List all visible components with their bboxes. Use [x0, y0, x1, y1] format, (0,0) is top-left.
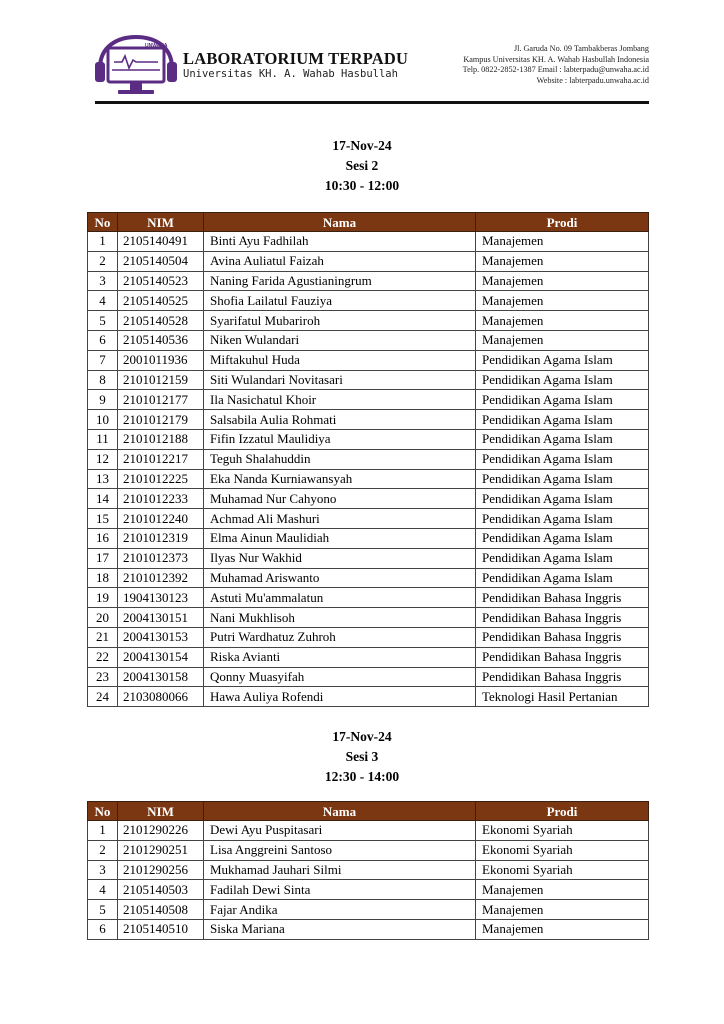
cell-prodi: Manajemen — [476, 880, 649, 900]
col-header-nim: NIM — [118, 802, 204, 821]
session-time: 12:30 - 14:00 — [324, 769, 400, 784]
cell-prodi: Manajemen — [476, 271, 649, 291]
cell-prodi: Pendidikan Agama Islam — [476, 390, 649, 410]
cell-no: 2 — [88, 251, 118, 271]
cell-no: 2 — [88, 840, 118, 860]
cell-prodi: Pendidikan Agama Islam — [476, 548, 649, 568]
table-row — [88, 251, 649, 271]
lab-title: LABORATORIUM TERPADU — [183, 49, 409, 68]
header-rule — [95, 101, 649, 104]
cell-no: 15 — [88, 509, 118, 529]
cell-no: 4 — [88, 880, 118, 900]
cell-no: 6 — [88, 330, 118, 350]
cell-nim: 2105140510 — [118, 919, 204, 939]
cell-nama: Muhamad Ariswanto — [204, 568, 476, 588]
table-row — [88, 860, 649, 880]
cell-no: 14 — [88, 489, 118, 509]
cell-nim: 2101012217 — [118, 449, 204, 469]
session-2-heading — [0, 136, 724, 196]
table-row — [88, 627, 649, 647]
cell-nama: Achmad Ali Mashuri — [204, 509, 476, 529]
cell-nim: 2101012159 — [118, 370, 204, 390]
table-row — [88, 509, 649, 529]
cell-no: 22 — [88, 647, 118, 667]
table-header-row — [88, 802, 649, 821]
cell-nama: Muhamad Nur Cahyono — [204, 489, 476, 509]
table-row — [88, 350, 649, 370]
cell-prodi: Pendidikan Agama Islam — [476, 568, 649, 588]
cell-nama: Fadilah Dewi Sinta — [204, 880, 476, 900]
table-row — [88, 548, 649, 568]
table-row — [88, 880, 649, 900]
cell-nama: Fifin Izzatul Maulidiya — [204, 429, 476, 449]
cell-prodi: Pendidikan Agama Islam — [476, 449, 649, 469]
cell-nim: 2004130154 — [118, 647, 204, 667]
table-row — [88, 840, 649, 860]
cell-no: 18 — [88, 568, 118, 588]
cell-nim: 2105140523 — [118, 271, 204, 291]
table-row — [88, 919, 649, 939]
cell-nama: Shofia Lailatul Fauziya — [204, 291, 476, 311]
table-row — [88, 271, 649, 291]
table-row — [88, 232, 649, 252]
cell-prodi: Pendidikan Bahasa Inggris — [476, 627, 649, 647]
cell-no: 13 — [88, 469, 118, 489]
cell-nim: 2105140525 — [118, 291, 204, 311]
cell-nim: 2004130151 — [118, 608, 204, 628]
cell-nim: 2101012319 — [118, 528, 204, 548]
cell-prodi: Manajemen — [476, 919, 649, 939]
lab-logo — [92, 34, 180, 100]
cell-prodi: Ekonomi Syariah — [476, 860, 649, 880]
cell-nama: Hawa Auliya Rofendi — [204, 687, 476, 707]
session-date: 17-Nov-24 — [332, 729, 392, 744]
table-row — [88, 330, 649, 350]
col-header-no: No — [88, 213, 118, 232]
cell-nim: 2101290256 — [118, 860, 204, 880]
cell-no: 6 — [88, 919, 118, 939]
cell-no: 1 — [88, 232, 118, 252]
table-row — [88, 469, 649, 489]
table-row — [88, 900, 649, 920]
table-row — [88, 429, 649, 449]
cell-prodi: Pendidikan Bahasa Inggris — [476, 647, 649, 667]
cell-nama: Eka Nanda Kurniawansyah — [204, 469, 476, 489]
table-row — [88, 568, 649, 588]
cell-nama: Ila Nasichatul Khoir — [204, 390, 476, 410]
cell-no: 21 — [88, 627, 118, 647]
cell-prodi: Teknologi Hasil Pertanian — [476, 687, 649, 707]
cell-no: 9 — [88, 390, 118, 410]
cell-prodi: Manajemen — [476, 900, 649, 920]
table-row — [88, 311, 649, 331]
table-row — [88, 489, 649, 509]
cell-no: 11 — [88, 429, 118, 449]
cell-nim: 2105140528 — [118, 311, 204, 331]
cell-no: 12 — [88, 449, 118, 469]
cell-nim: 2101012392 — [118, 568, 204, 588]
cell-no: 1 — [88, 821, 118, 841]
cell-prodi: Pendidikan Agama Islam — [476, 370, 649, 390]
table-row — [88, 291, 649, 311]
cell-nim: 2103080066 — [118, 687, 204, 707]
cell-no: 23 — [88, 667, 118, 687]
cell-no: 7 — [88, 350, 118, 370]
address-line: Jl. Garuda No. 09 Tambakberas Jombang — [513, 44, 649, 53]
address-line: Website : labterpadu.unwaha.ac.id — [536, 75, 649, 85]
table-row — [88, 647, 649, 667]
cell-prodi: Manajemen — [476, 330, 649, 350]
cell-prodi: Pendidikan Agama Islam — [476, 429, 649, 449]
table-header-row — [88, 213, 649, 232]
table-row — [88, 821, 649, 841]
cell-prodi: Pendidikan Bahasa Inggris — [476, 588, 649, 608]
cell-nama: Salsabila Aulia Rohmati — [204, 410, 476, 430]
cell-prodi: Pendidikan Agama Islam — [476, 410, 649, 430]
cell-no: 24 — [88, 687, 118, 707]
logo-text: UNWAHA — [145, 43, 168, 49]
cell-no: 16 — [88, 528, 118, 548]
address-block — [463, 44, 649, 86]
table-row — [88, 528, 649, 548]
cell-no: 8 — [88, 370, 118, 390]
table-row — [88, 410, 649, 430]
cell-nim: 2101290226 — [118, 821, 204, 841]
cell-prodi: Manajemen — [476, 291, 649, 311]
cell-nim: 2105140536 — [118, 330, 204, 350]
table-row — [88, 667, 649, 687]
col-header-nim: NIM — [118, 213, 204, 232]
cell-nim: 1904130123 — [118, 588, 204, 608]
cell-no: 5 — [88, 900, 118, 920]
session-time: 10:30 - 12:00 — [324, 178, 400, 193]
col-header-nama: Nama — [204, 802, 476, 821]
cell-prodi: Pendidikan Bahasa Inggris — [476, 667, 649, 687]
cell-nama: Teguh Shalahuddin — [204, 449, 476, 469]
cell-nim: 2004130158 — [118, 667, 204, 687]
cell-nama: Elma Ainun Maulidiah — [204, 528, 476, 548]
table-row — [88, 687, 649, 707]
cell-nama: Miftakuhul Huda — [204, 350, 476, 370]
cell-nim: 2101012225 — [118, 469, 204, 489]
col-header-prodi: Prodi — [476, 213, 649, 232]
cell-nim: 2004130153 — [118, 627, 204, 647]
cell-nama: Siska Mariana — [204, 919, 476, 939]
cell-nama: Qonny Muasyifah — [204, 667, 476, 687]
cell-nama: Riska Avianti — [204, 647, 476, 667]
cell-nim: 2105140508 — [118, 900, 204, 920]
cell-nim: 2105140503 — [118, 880, 204, 900]
cell-nama: Syarifatul Mubariroh — [204, 311, 476, 331]
cell-prodi: Pendidikan Agama Islam — [476, 489, 649, 509]
cell-nama: Niken Wulandari — [204, 330, 476, 350]
lab-subtitle: Universitas KH. A. Wahab Hasbullah — [183, 68, 398, 80]
session-label: Sesi 3 — [345, 749, 379, 764]
table-row — [88, 608, 649, 628]
cell-nama: Ilyas Nur Wakhid — [204, 548, 476, 568]
cell-no: 17 — [88, 548, 118, 568]
session-3-heading — [0, 727, 724, 787]
cell-nama: Lisa Anggreini Santoso — [204, 840, 476, 860]
cell-no: 10 — [88, 410, 118, 430]
cell-nama: Avina Auliatul Faizah — [204, 251, 476, 271]
session-date: 17-Nov-24 — [332, 138, 392, 153]
cell-prodi: Pendidikan Agama Islam — [476, 350, 649, 370]
table-row — [88, 449, 649, 469]
cell-no: 19 — [88, 588, 118, 608]
cell-prodi: Manajemen — [476, 311, 649, 331]
cell-no: 4 — [88, 291, 118, 311]
address-line: Telp. 0822-2852-1387 Email : labterpadu@unwaha.ac.id — [462, 65, 649, 74]
session-label: Sesi 2 — [345, 158, 379, 173]
table-row — [88, 588, 649, 608]
cell-prodi: Pendidikan Bahasa Inggris — [476, 608, 649, 628]
cell-nim: 2101012240 — [118, 509, 204, 529]
cell-nama: Naning Farida Agustianingrum — [204, 271, 476, 291]
cell-nim: 2101012179 — [118, 410, 204, 430]
cell-no: 5 — [88, 311, 118, 331]
session-3-table — [87, 801, 649, 940]
col-header-prodi: Prodi — [476, 802, 649, 821]
cell-nama: Astuti Mu'ammalatun — [204, 588, 476, 608]
cell-nama: Dewi Ayu Puspitasari — [204, 821, 476, 841]
cell-no: 20 — [88, 608, 118, 628]
cell-nama: Putri Wardhatuz Zuhroh — [204, 627, 476, 647]
col-header-nama: Nama — [204, 213, 476, 232]
table-row — [88, 390, 649, 410]
address-line: Kampus Universitas KH. A. Wahab Hasbullah Indonesia — [463, 54, 649, 64]
cell-nama: Fajar Andika — [204, 900, 476, 920]
cell-prodi: Pendidikan Agama Islam — [476, 469, 649, 489]
cell-nama: Nani Mukhlisoh — [204, 608, 476, 628]
cell-nama: Binti Ayu Fadhilah — [204, 232, 476, 252]
cell-prodi: Ekonomi Syariah — [476, 821, 649, 841]
session-2-table — [87, 212, 649, 707]
cell-prodi: Pendidikan Agama Islam — [476, 509, 649, 529]
table-row — [88, 370, 649, 390]
cell-prodi: Manajemen — [476, 251, 649, 271]
cell-no: 3 — [88, 860, 118, 880]
cell-nim: 2105140504 — [118, 251, 204, 271]
cell-prodi: Ekonomi Syariah — [476, 840, 649, 860]
letterhead — [92, 34, 649, 106]
cell-nim: 2101290251 — [118, 840, 204, 860]
cell-prodi: Pendidikan Agama Islam — [476, 528, 649, 548]
cell-nim: 2105140491 — [118, 232, 204, 252]
col-header-no: No — [88, 802, 118, 821]
cell-nama: Siti Wulandari Novitasari — [204, 370, 476, 390]
cell-nim: 2001011936 — [118, 350, 204, 370]
cell-prodi: Manajemen — [476, 232, 649, 252]
cell-nim: 2101012177 — [118, 390, 204, 410]
cell-no: 3 — [88, 271, 118, 291]
cell-nim: 2101012373 — [118, 548, 204, 568]
cell-nama: Mukhamad Jauhari Silmi — [204, 860, 476, 880]
cell-nim: 2101012188 — [118, 429, 204, 449]
cell-nim: 2101012233 — [118, 489, 204, 509]
